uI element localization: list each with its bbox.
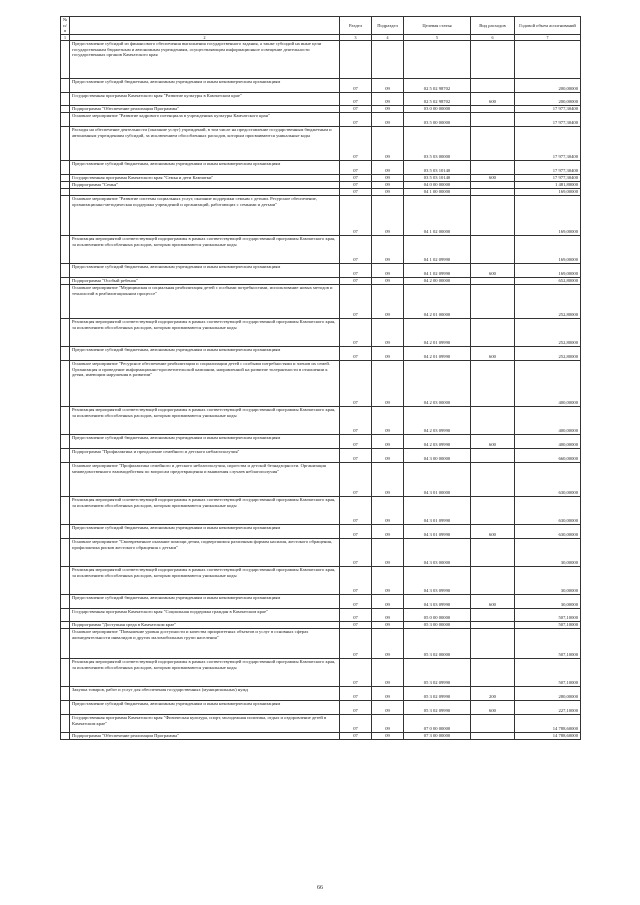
header-name	[70, 17, 340, 35]
row-razdel: 07	[340, 525, 372, 539]
table-row	[61, 189, 581, 196]
row-csr: 04 0 00 00000	[404, 182, 471, 189]
table-row	[61, 347, 581, 361]
document-page	[60, 16, 580, 740]
table-row	[61, 79, 581, 93]
row-razdel: 07	[340, 264, 372, 278]
row-razdel: 07	[340, 175, 372, 182]
row-csr: 04 2 01 09990	[404, 319, 471, 347]
row-podrazdel: 09	[372, 497, 404, 525]
row-csr: 04 3 01 09990	[404, 525, 471, 539]
row-razdel: 07	[340, 361, 372, 407]
row-razdel: 07	[340, 182, 372, 189]
row-amount: 507,10000	[515, 609, 581, 622]
row-amount: 169,00000	[515, 236, 581, 264]
row-amount: 252,80000	[515, 285, 581, 319]
row-amount: 30,00000	[515, 595, 581, 609]
row-name: Основное мероприятие "Повышение уровня доступности и качества приоритетных объектов и услуг в основных сферах жизнедеятельности инвалидов и других маломобильных групп населения"	[70, 629, 340, 659]
row-amount: 252,80000	[515, 319, 581, 347]
row-vr	[471, 285, 515, 319]
row-num	[61, 497, 70, 525]
row-name: Реализация мероприятий соответствующей подпрограммы в рамках соответствующей государственной программы Камчатского края, за исключением обособленных расходов, которым присваиваются уникальные коды	[70, 659, 340, 687]
col-number: 4	[372, 35, 404, 41]
row-amount: 227,10000	[515, 701, 581, 715]
row-vr: 600	[471, 595, 515, 609]
row-vr	[471, 182, 515, 189]
row-amount	[515, 41, 581, 79]
row-csr: 05 3 02 09990	[404, 659, 471, 687]
row-amount: 17 977,30400	[515, 127, 581, 161]
row-razdel: 07	[340, 733, 372, 740]
row-amount: 400,00000	[515, 361, 581, 407]
row-csr: 04 2 03 00000	[404, 361, 471, 407]
table-row	[61, 629, 581, 659]
row-num	[61, 182, 70, 189]
row-name: Подпрограмма "Доступная среда в Камчатском крае"	[70, 622, 340, 629]
row-num	[61, 463, 70, 497]
header-amount: Годовой объем ассигнований	[515, 17, 581, 35]
row-podrazdel: 09	[372, 106, 404, 113]
row-csr: 05 3 02 09990	[404, 701, 471, 715]
row-csr: 04 1 00 00000	[404, 189, 471, 196]
header-razdel: Раздел	[340, 17, 372, 35]
row-name: Основное мероприятие "Развитие кадрового потенциала в учреждениях культуры Камчатского края"	[70, 113, 340, 127]
row-vr	[471, 567, 515, 595]
row-csr: 05 0 00 00000	[404, 609, 471, 622]
row-csr: 04 3 00 00000	[404, 449, 471, 463]
row-amount: 14 788,60000	[515, 733, 581, 740]
row-name: Реализация мероприятий соответствующей подпрограммы в рамках соответствующей государственной программы Камчатского края, за исключением обособленных расходов, которым присваиваются уникальные коды	[70, 407, 340, 435]
table-row	[61, 196, 581, 236]
row-amount: 169,00000	[515, 189, 581, 196]
row-podrazdel: 09	[372, 715, 404, 733]
row-num	[61, 347, 70, 361]
table-row	[61, 449, 581, 463]
row-vr	[471, 278, 515, 285]
table-row	[61, 236, 581, 264]
row-amount: 400,00000	[515, 435, 581, 449]
row-podrazdel: 09	[372, 182, 404, 189]
table-row	[61, 701, 581, 715]
row-podrazdel: 09	[372, 407, 404, 435]
row-num	[61, 629, 70, 659]
table-row	[61, 525, 581, 539]
table-row	[61, 264, 581, 278]
row-razdel: 07	[340, 113, 372, 127]
row-amount: 200,00000	[515, 93, 581, 106]
row-num	[61, 41, 70, 79]
table-row	[61, 567, 581, 595]
row-name: Закупка товаров, работ и услуг для обеспечения государственных (муниципальных) нужд	[70, 687, 340, 701]
row-amount: 660,00000	[515, 449, 581, 463]
row-vr: 600	[471, 525, 515, 539]
row-num	[61, 715, 70, 733]
header-row	[61, 17, 581, 35]
row-podrazdel: 09	[372, 733, 404, 740]
row-name: Основное мероприятие "Развитие системы социальных услуг, оказание поддержки семьям с детьми. Ресурсное обеспечение, организационно-методическая поддержка учреждений и организаций, работающих с семьями и детьми"	[70, 196, 340, 236]
header-csr: Целевая статья	[404, 17, 471, 35]
row-podrazdel: 09	[372, 319, 404, 347]
row-name: Государственная программа Камчатского края "Развитие культуры в Камчатском крае"	[70, 93, 340, 106]
row-podrazdel: 09	[372, 463, 404, 497]
row-podrazdel: 09	[372, 567, 404, 595]
row-num	[61, 106, 70, 113]
table-row	[61, 733, 581, 740]
row-num	[61, 733, 70, 740]
row-razdel: 07	[340, 539, 372, 567]
row-csr: 04 3 01 09990	[404, 497, 471, 525]
row-vr	[471, 463, 515, 497]
row-vr: 600	[471, 435, 515, 449]
row-vr	[471, 609, 515, 622]
table-row	[61, 435, 581, 449]
row-num	[61, 196, 70, 236]
row-podrazdel: 09	[372, 595, 404, 609]
row-vr	[471, 497, 515, 525]
row-vr	[471, 319, 515, 347]
row-num	[61, 539, 70, 567]
row-num	[61, 595, 70, 609]
row-csr: 05 3 02 00000	[404, 629, 471, 659]
row-podrazdel: 09	[372, 449, 404, 463]
row-vr	[471, 127, 515, 161]
row-razdel: 07	[340, 701, 372, 715]
row-csr: 03 5 00 00000	[404, 113, 471, 127]
table-row	[61, 93, 581, 106]
row-vr	[471, 41, 515, 79]
row-csr: 04 3 03 00000	[404, 539, 471, 567]
row-name: Основное мероприятие "Профилактика семейного и детского неблагополучия, сиротства и детской безнадзорности. Организация межведомственного взаимодействия по вопросам предотвращения и выявления случаев неблагополучия"	[70, 463, 340, 497]
row-name: Предоставление субсидий бюджетным, автономным учреждениям и иным некоммерческим организациям	[70, 595, 340, 609]
row-razdel: 07	[340, 595, 372, 609]
row-amount: 30,00000	[515, 539, 581, 567]
row-name: Реализация мероприятий соответствующей подпрограммы в рамках соответствующей государственной программы Камчатского края, за исключением обособленных расходов, которым присваиваются уникальные коды	[70, 567, 340, 595]
row-csr	[404, 41, 471, 79]
row-name: Реализация мероприятий соответствующей подпрограммы в рамках соответствующей государственной программы Камчатского края, за исключением обособленных расходов, которым присваиваются уникальные коды	[70, 319, 340, 347]
table-row	[61, 687, 581, 701]
row-num	[61, 127, 70, 161]
row-vr	[471, 236, 515, 264]
row-csr: 04 3 01 00000	[404, 463, 471, 497]
row-podrazdel: 09	[372, 285, 404, 319]
row-razdel: 07	[340, 319, 372, 347]
row-podrazdel: 09	[372, 278, 404, 285]
row-vr	[471, 733, 515, 740]
row-num	[61, 609, 70, 622]
row-num	[61, 189, 70, 196]
row-amount: 507,10000	[515, 629, 581, 659]
table-row	[61, 497, 581, 525]
row-razdel: 07	[340, 106, 372, 113]
row-podrazdel	[372, 41, 404, 79]
row-num	[61, 525, 70, 539]
row-num	[61, 236, 70, 264]
row-podrazdel: 09	[372, 196, 404, 236]
row-csr: 05 3 00 00000	[404, 622, 471, 629]
row-csr: 07 3 00 00000	[404, 733, 471, 740]
row-name: Государственная программа Камчатского края "Семья и дети Камчатки"	[70, 175, 340, 182]
row-vr: 200	[471, 687, 515, 701]
row-amount: 507,10000	[515, 659, 581, 687]
row-podrazdel: 09	[372, 127, 404, 161]
row-num	[61, 79, 70, 93]
row-csr: 03 5 03 10140	[404, 161, 471, 175]
row-amount: 17 977,30400	[515, 113, 581, 127]
row-razdel: 07	[340, 161, 372, 175]
row-amount: 30,00000	[515, 567, 581, 595]
table-row	[61, 161, 581, 175]
row-name: Предоставление субсидий бюджетным, автономным учреждениям и иным некоммерческим организациям	[70, 79, 340, 93]
row-razdel: 07	[340, 449, 372, 463]
row-vr	[471, 449, 515, 463]
row-vr: 600	[471, 347, 515, 361]
row-num	[61, 264, 70, 278]
row-podrazdel: 09	[372, 189, 404, 196]
row-amount: 14 788,60000	[515, 715, 581, 733]
row-amount: 17 977,30400	[515, 175, 581, 182]
table-row	[61, 622, 581, 629]
row-podrazdel: 09	[372, 79, 404, 93]
row-podrazdel: 09	[372, 347, 404, 361]
table-row	[61, 319, 581, 347]
row-podrazdel: 09	[372, 609, 404, 622]
row-vr	[471, 629, 515, 659]
row-num	[61, 622, 70, 629]
row-vr	[471, 189, 515, 196]
table-row	[61, 182, 581, 189]
row-razdel: 07	[340, 189, 372, 196]
row-name: Предоставление субсидий бюджетным, автономным учреждениям и иным некоммерческим организациям	[70, 701, 340, 715]
row-num	[61, 361, 70, 407]
row-razdel: 07	[340, 93, 372, 106]
row-podrazdel: 09	[372, 435, 404, 449]
header-vr: Вид расходов	[471, 17, 515, 35]
row-csr: 03 5 03 00000	[404, 127, 471, 161]
row-name: Основное мероприятие "Ресурсное обеспечение реабилитации и социализации детей с особыми потребностями и членов их семей. Организация и проведение информационно-просветительской кампании, направленной на развитие толерантности в отношении к детям, имеющим нарушения в развитии"	[70, 361, 340, 407]
row-num	[61, 567, 70, 595]
row-vr	[471, 622, 515, 629]
row-num	[61, 319, 70, 347]
header-podrazdel: Подраздел	[372, 17, 404, 35]
row-csr: 04 1 02 09990	[404, 236, 471, 264]
table-row	[61, 127, 581, 161]
table-row	[61, 113, 581, 127]
row-csr: 04 2 01 00000	[404, 285, 471, 319]
row-num	[61, 687, 70, 701]
row-amount: 169,00000	[515, 264, 581, 278]
table-row	[61, 659, 581, 687]
row-razdel	[340, 41, 372, 79]
row-num	[61, 659, 70, 687]
row-amount: 630,00000	[515, 497, 581, 525]
table-row	[61, 278, 581, 285]
row-amount: 507,10000	[515, 622, 581, 629]
row-vr	[471, 407, 515, 435]
row-razdel: 07	[340, 79, 372, 93]
row-name: Основное мероприятие "Своевременное оказание помощи детям, подвергшимся различным формам насилия, жестокого обращения, профилактика рисков жестокого обращения с детьми"	[70, 539, 340, 567]
row-name: Подпрограмма "Семья"	[70, 182, 340, 189]
row-podrazdel: 09	[372, 622, 404, 629]
row-razdel: 07	[340, 278, 372, 285]
table-row	[61, 715, 581, 733]
row-razdel: 07	[340, 407, 372, 435]
row-podrazdel: 09	[372, 175, 404, 182]
row-razdel: 07	[340, 347, 372, 361]
row-name: Предоставление субсидий бюджетным, автономным учреждениям и иным некоммерческим организациям	[70, 264, 340, 278]
row-name: Предоставление субсидий бюджетным, автономным учреждениям и иным некоммерческим организациям	[70, 435, 340, 449]
row-razdel: 07	[340, 196, 372, 236]
row-razdel: 07	[340, 435, 372, 449]
row-razdel: 07	[340, 622, 372, 629]
row-vr	[471, 659, 515, 687]
row-csr: 03 0 00 00000	[404, 106, 471, 113]
row-num	[61, 175, 70, 182]
page-number: 66	[317, 885, 323, 891]
row-csr: 02 5 02 98702	[404, 79, 471, 93]
table-row	[61, 361, 581, 407]
col-number: 7	[515, 35, 581, 41]
col-number: 2	[70, 35, 340, 41]
row-vr: 600	[471, 93, 515, 106]
row-amount: 1 481,80000	[515, 182, 581, 189]
row-csr: 03 5 03 10140	[404, 175, 471, 182]
row-num	[61, 93, 70, 106]
row-name: Государственная программа Камчатского края "Социальная поддержка граждан в Камчатском крае"	[70, 609, 340, 622]
col-number: 1	[61, 35, 70, 41]
row-csr: 04 2 00 00000	[404, 278, 471, 285]
row-vr: 600	[471, 175, 515, 182]
row-name: Предоставление субсидий бюджетным, автономным учреждениям и иным некоммерческим организациям	[70, 347, 340, 361]
row-name: Государственная программа Камчатского края "Физическая культура, спорт, молодежная политика, отдых и оздоровление детей в Камчатском крае"	[70, 715, 340, 733]
table-row	[61, 285, 581, 319]
row-num	[61, 435, 70, 449]
row-csr: 04 3 03 09990	[404, 567, 471, 595]
row-name: Подпрограмма "Обеспечение реализации Программы"	[70, 106, 340, 113]
row-num	[61, 407, 70, 435]
row-num	[61, 161, 70, 175]
row-amount: 630,00000	[515, 463, 581, 497]
row-razdel: 07	[340, 236, 372, 264]
row-name: Реализация мероприятий соответствующей подпрограммы в рамках соответствующей государственной программы Камчатского края, за исключением обособленных расходов, которым присваиваются уникальные коды	[70, 236, 340, 264]
row-vr	[471, 361, 515, 407]
row-csr: 07 0 00 00000	[404, 715, 471, 733]
row-vr	[471, 196, 515, 236]
row-podrazdel: 09	[372, 629, 404, 659]
row-amount: 17 977,30400	[515, 161, 581, 175]
row-vr	[471, 539, 515, 567]
row-amount: 252,80000	[515, 347, 581, 361]
row-razdel: 07	[340, 567, 372, 595]
row-csr: 04 2 01 09990	[404, 347, 471, 361]
row-vr	[471, 113, 515, 127]
row-name: Расходы на обеспечение деятельности (оказание услуг) учреждений, в том числе на предоставление государственным бюджетным и автономным учреждениям субсидий, за исключением обособленных расходов, которым присваиваются уникальные коды	[70, 127, 340, 161]
col-number: 3	[340, 35, 372, 41]
row-name	[70, 189, 340, 196]
row-num	[61, 449, 70, 463]
row-podrazdel: 09	[372, 539, 404, 567]
row-vr	[471, 106, 515, 113]
row-name: Подпрограмма "Особый ребенок"	[70, 278, 340, 285]
row-name: Предоставление субсидий из финансового обеспечения выполнения государственного задания, а также субсидий на иные цели государственным бюджетным и автономным учреждениям, осуществляющим информационное освещение деятельности государственных органов Камчатского края	[70, 41, 340, 79]
table-row	[61, 595, 581, 609]
row-podrazdel: 09	[372, 236, 404, 264]
row-podrazdel: 09	[372, 659, 404, 687]
row-amount: 200,00000	[515, 79, 581, 93]
row-razdel: 07	[340, 687, 372, 701]
row-razdel: 07	[340, 629, 372, 659]
row-csr: 04 1 02 00000	[404, 196, 471, 236]
row-amount: 400,00000	[515, 407, 581, 435]
row-name: Предоставление субсидий бюджетным, автономным учреждениям и иным некоммерческим организациям	[70, 525, 340, 539]
row-csr: 04 2 03 09990	[404, 407, 471, 435]
row-razdel: 07	[340, 463, 372, 497]
row-num	[61, 701, 70, 715]
row-podrazdel: 09	[372, 525, 404, 539]
table-row	[61, 41, 581, 79]
table-row	[61, 106, 581, 113]
row-razdel: 07	[340, 659, 372, 687]
row-name: Подпрограмма "Обеспечение реализации Программы"	[70, 733, 340, 740]
table-row	[61, 539, 581, 567]
row-num	[61, 113, 70, 127]
table-row	[61, 463, 581, 497]
row-amount: 280,00000	[515, 687, 581, 701]
row-amount: 652,80000	[515, 278, 581, 285]
budget-table	[60, 16, 581, 740]
row-razdel: 07	[340, 127, 372, 161]
row-csr: 04 3 03 09990	[404, 595, 471, 609]
row-amount: 17 977,30400	[515, 106, 581, 113]
row-name: Подпрограмма "Профилактика и преодоление семейного и детского неблагополучия"	[70, 449, 340, 463]
table-row	[61, 175, 581, 182]
row-csr: 02 5 02 98702	[404, 93, 471, 106]
row-amount: 630,00000	[515, 525, 581, 539]
row-razdel: 07	[340, 497, 372, 525]
row-vr	[471, 161, 515, 175]
row-razdel: 07	[340, 285, 372, 319]
row-vr	[471, 79, 515, 93]
row-podrazdel: 09	[372, 93, 404, 106]
row-razdel: 07	[340, 609, 372, 622]
row-vr: 600	[471, 264, 515, 278]
row-podrazdel: 09	[372, 361, 404, 407]
row-vr	[471, 715, 515, 733]
table-row	[61, 407, 581, 435]
row-podrazdel: 09	[372, 687, 404, 701]
row-num	[61, 285, 70, 319]
row-podrazdel: 09	[372, 113, 404, 127]
row-csr: 04 1 02 09990	[404, 264, 471, 278]
col-number: 6	[471, 35, 515, 41]
row-name: Реализация мероприятий соответствующей подпрограммы в рамках соответствующей государственной программы Камчатского края, за исключением обособленных расходов, которым присваиваются уникальные коды	[70, 497, 340, 525]
row-vr: 600	[471, 701, 515, 715]
table-row	[61, 609, 581, 622]
row-razdel: 07	[340, 715, 372, 733]
row-podrazdel: 09	[372, 701, 404, 715]
row-podrazdel: 09	[372, 161, 404, 175]
row-csr: 05 3 02 09990	[404, 687, 471, 701]
header-num: № п/п	[61, 17, 70, 35]
row-podrazdel: 09	[372, 264, 404, 278]
row-num	[61, 278, 70, 285]
row-csr: 04 2 03 09990	[404, 435, 471, 449]
row-amount: 169,00000	[515, 196, 581, 236]
col-number: 5	[404, 35, 471, 41]
row-name: Основное мероприятие "Медицинская и социальная реабилитация детей с особыми потребностями, использование новых методов и технологий в реабилитационном процессе"	[70, 285, 340, 319]
row-name: Предоставление субсидий бюджетным, автономным учреждениям и иным некоммерческим организациям	[70, 161, 340, 175]
